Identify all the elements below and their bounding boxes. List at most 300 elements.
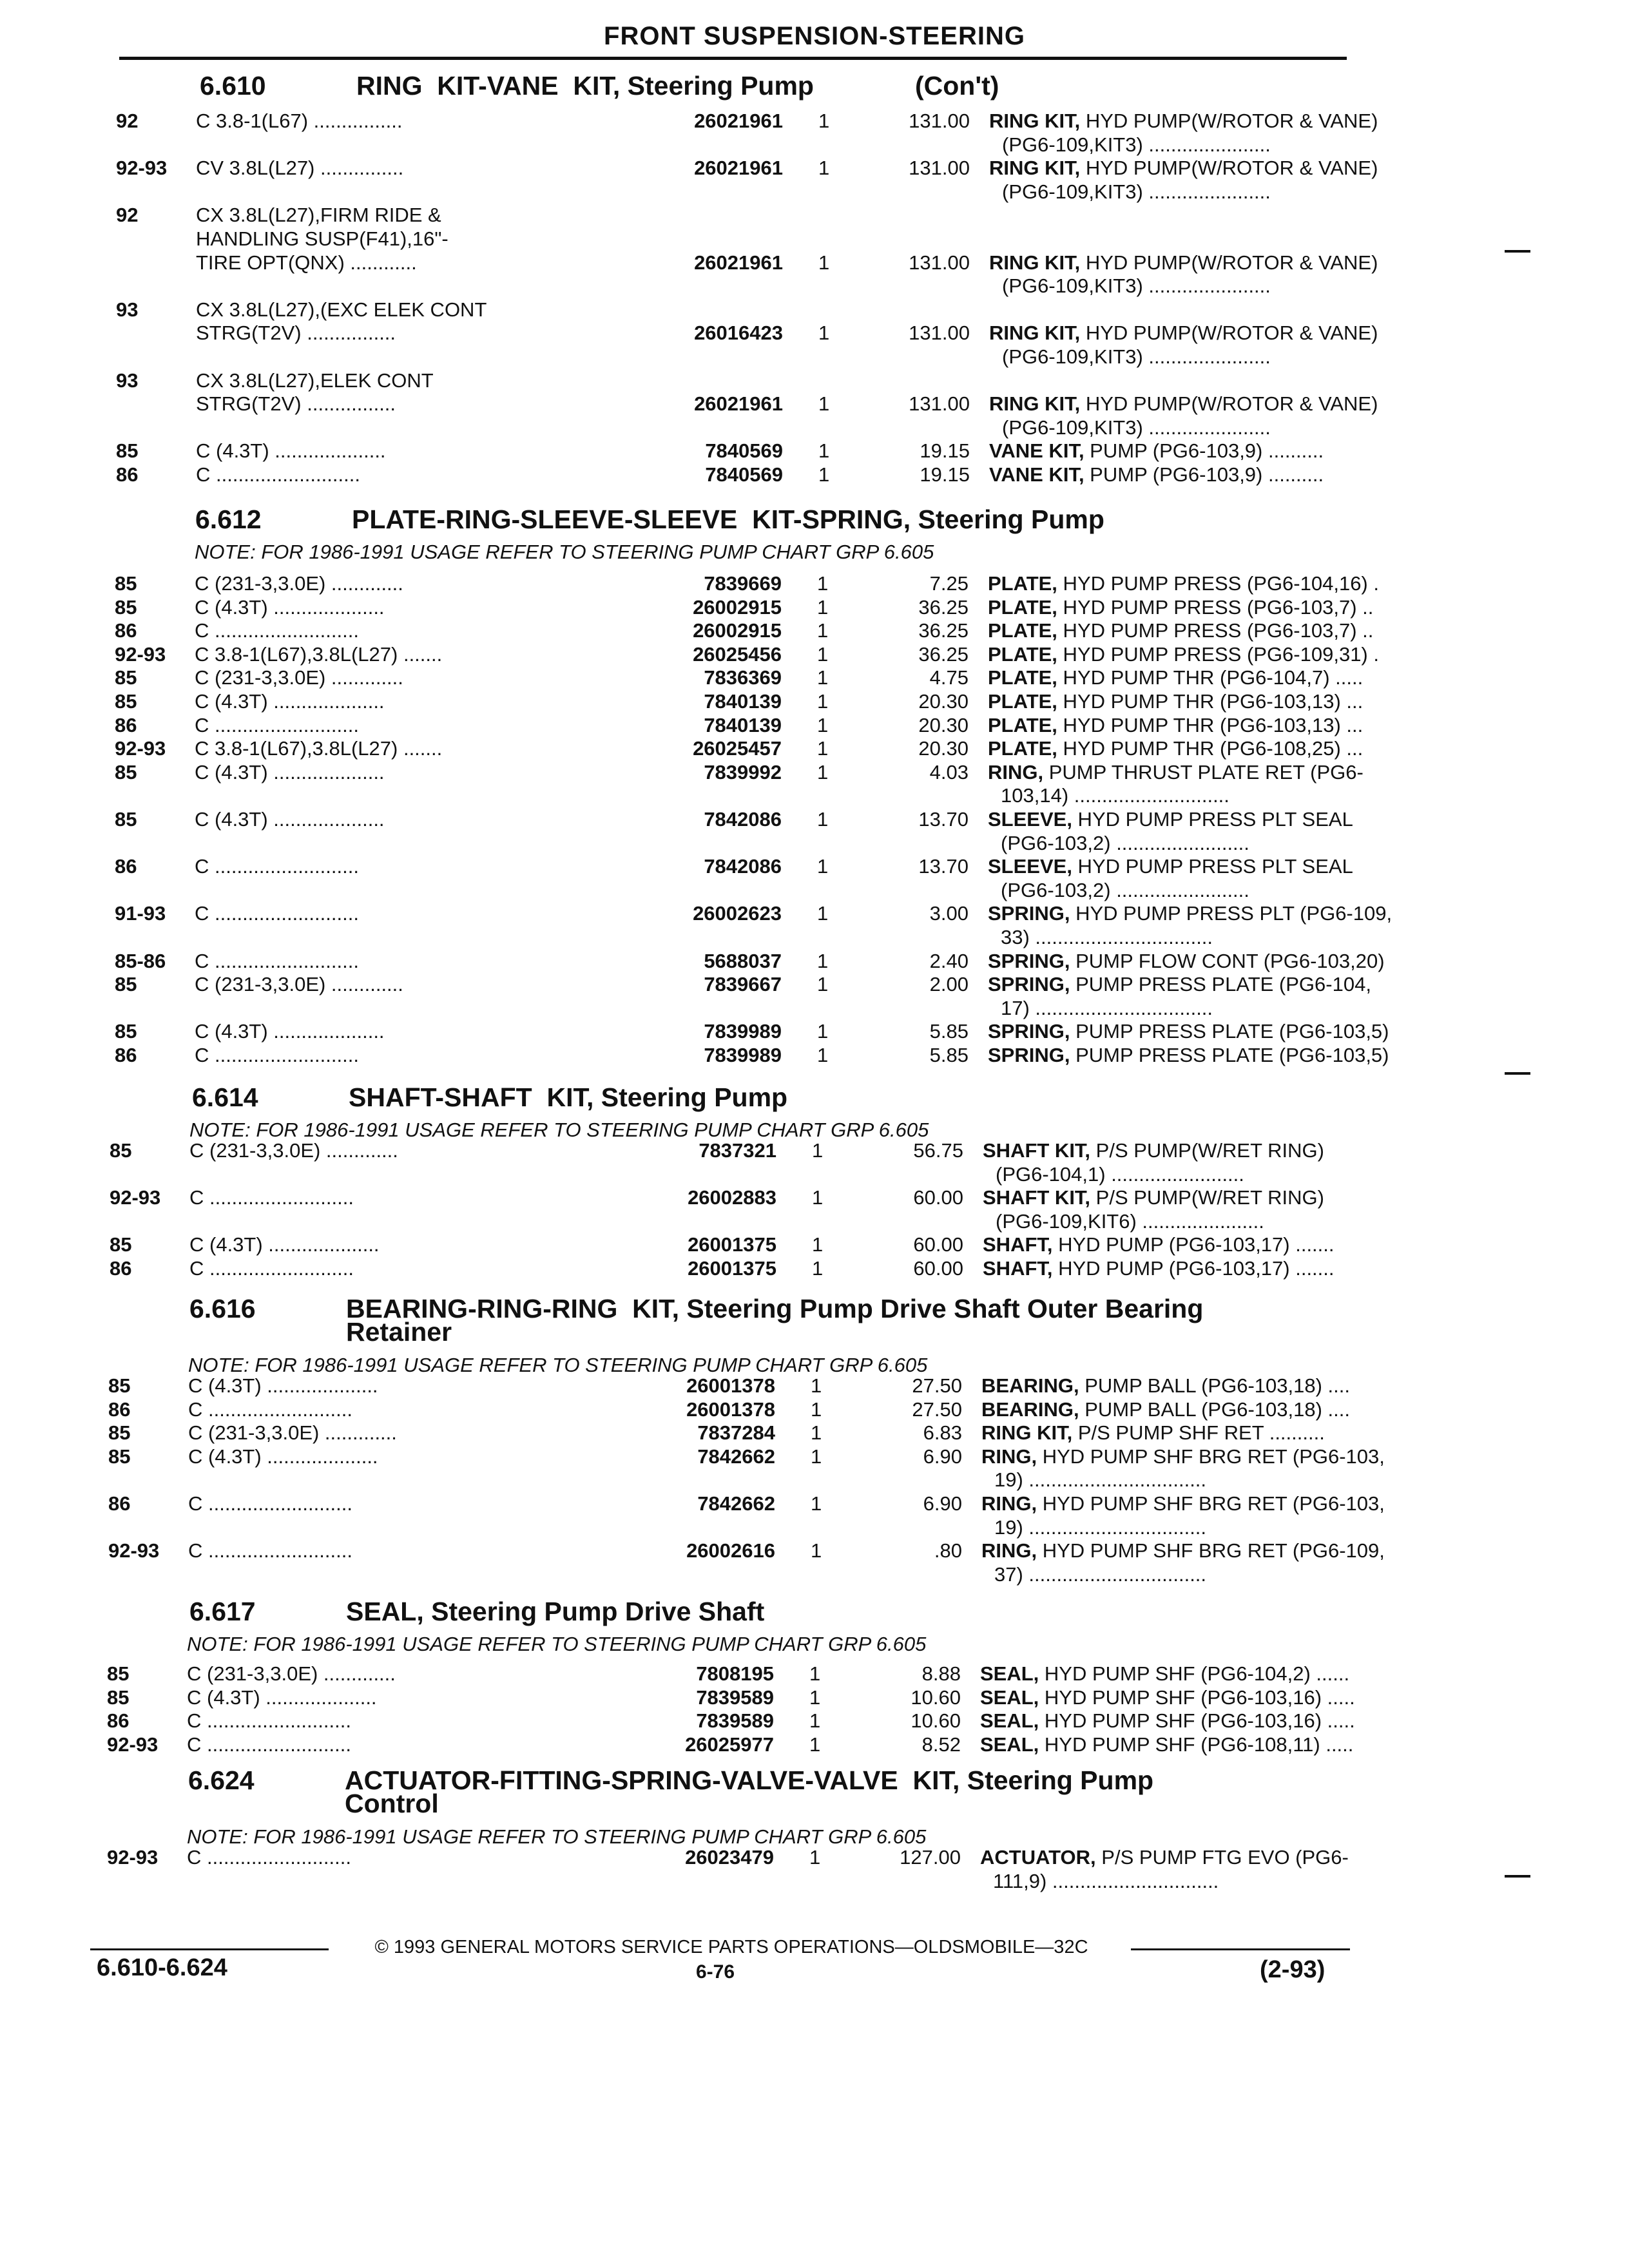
part-row [108,1374,1350,1398]
part-row [115,619,1374,642]
part-number: 7842662 [697,1445,775,1468]
part-name: SEAL, [980,1662,1039,1685]
price: 20.30 [918,690,969,713]
part-description-cont: (PG6-109,KIT3) ...................... [1002,416,1271,439]
application: C (4.3T) .................... [188,1445,378,1468]
part-number: 26025456 [693,642,782,666]
part-number: 7836369 [704,666,782,689]
part-number: 7840569 [705,463,783,486]
part-row [107,1846,1349,1892]
quantity: 1 [809,1686,821,1709]
price: 5.85 [929,1044,969,1066]
part-row [116,204,1378,298]
price: 36.25 [918,595,969,619]
application: C (4.3T) .................... [195,1020,385,1043]
quantity: 1 [817,642,829,666]
part-description [988,808,1353,831]
quantity: 1 [812,1233,824,1256]
section-number: 6.624 [188,1765,255,1795]
section-title-cont: Control [345,1789,439,1818]
part-description [983,1186,1324,1209]
part-number: 26021961 [694,110,783,132]
section-number: 6.610 [200,71,266,101]
quantity: 1 [818,251,830,274]
part-name: RING, [981,1445,1037,1468]
application: C .......................... [195,855,359,878]
part-description [988,1020,1389,1043]
part-name: SHAFT, [983,1233,1053,1256]
quantity: 1 [811,1398,822,1421]
part-description [988,666,1363,689]
quantity: 1 [809,1662,821,1685]
application: C (4.3T) .................... [195,808,385,831]
margin-mark [1505,250,1530,253]
application: C (4.3T) .................... [196,439,386,463]
part-number: 26025977 [685,1733,774,1756]
application-cont: STRG(T2V) ................ [196,322,396,345]
part-detail: HYD PUMP THR (PG6-103,13) ... [1057,713,1364,736]
part-description [980,1686,1355,1709]
application: C .......................... [187,1846,351,1869]
price: 36.25 [918,619,969,642]
application: C (4.3T) .................... [195,690,385,713]
part-detail: HYD PUMP PRESS (PG6-109,31) . [1057,642,1379,666]
price: 36.25 [918,642,969,666]
part-detail: PUMP (PG6-103,9) .......... [1084,463,1324,486]
part-number: 7840569 [705,439,783,463]
part-name: PLATE, [988,642,1057,666]
part-name: SEAL, [980,1686,1039,1709]
model-year: 85 [110,1233,132,1256]
part-detail: HYD PUMP PRESS (PG6-103,7) .. [1057,595,1374,619]
model-year: 85 [115,973,137,996]
application: C 3.8-1(L67),3.8L(L27) ....... [195,737,443,760]
application: C .......................... [188,1539,352,1562]
page-number: 6-76 [696,1961,735,1983]
part-detail: HYD PUMP PRESS PLT SEAL [1072,808,1353,831]
part-name: PLATE, [988,713,1057,736]
part-name: RING KIT, [989,251,1081,274]
quantity: 1 [817,690,829,713]
part-description [981,1539,1385,1562]
section-heading [188,1767,1353,1825]
part-description-cont: (PG6-109,KIT3) ...................... [1002,345,1271,368]
part-row [115,666,1364,689]
part-number: 26002915 [693,619,782,642]
price: 60.00 [913,1186,963,1209]
part-detail: HYD PUMP SHF (PG6-103,16) ..... [1039,1686,1355,1709]
model-year: 92 [116,110,139,132]
part-description [989,463,1324,486]
part-name: PLATE, [988,595,1057,619]
section-number: 6.614 [192,1082,258,1112]
part-number: 7840139 [704,713,782,736]
part-name: VANE KIT, [989,439,1084,463]
part-description [981,1398,1350,1421]
application: C .......................... [195,949,359,972]
part-detail: P/S PUMP(W/RET RING) [1090,1139,1324,1162]
application: C (231-3,3.0E) ............. [187,1662,396,1685]
price: 131.00 [909,392,970,416]
part-number: 26025457 [693,737,782,760]
price: 20.30 [918,737,969,760]
part-name: BEARING, [981,1398,1079,1421]
part-number: 26023479 [685,1846,774,1869]
part-detail: HYD PUMP PRESS PLT (PG6-109, [1070,902,1393,925]
part-name: PLATE, [988,666,1057,689]
model-year: 86 [110,1257,132,1280]
price: 7.25 [929,572,969,595]
part-detail: HYD PUMP PRESS (PG6-103,7) .. [1057,619,1374,642]
part-description [981,1421,1325,1445]
part-name: SPRING, [988,902,1070,925]
part-description [981,1445,1385,1468]
part-name: SHAFT KIT, [983,1139,1091,1162]
application: C 3.8-1(L67) ................ [196,110,403,132]
model-year: 86 [108,1492,131,1515]
part-number: 26021961 [694,392,783,416]
footer-rule-right [1131,1948,1350,1950]
part-name: RING KIT, [981,1421,1073,1445]
part-name: SPRING, [988,1044,1070,1066]
price: 27.50 [912,1398,962,1421]
price: 10.60 [911,1709,961,1733]
quantity: 1 [817,737,829,760]
model-year: 85 [108,1421,131,1445]
part-description [988,761,1364,784]
model-year: 85 [115,666,137,689]
part-description [988,572,1379,595]
part-name: RING KIT, [989,392,1081,416]
part-name: PLATE, [988,572,1057,595]
part-name: SHAFT, [983,1257,1053,1280]
price: 131.00 [909,157,970,180]
part-row [115,595,1374,619]
section-title: RING KIT-VANE KIT, Steering Pump [356,71,814,101]
model-year: 85 [108,1445,131,1468]
part-name: PLATE, [988,737,1057,760]
part-name: VANE KIT, [989,463,1084,486]
model-year: 86 [116,463,139,486]
model-year: 85-86 [115,949,166,972]
quantity: 1 [809,1733,821,1756]
part-description-cont: (PG6-104,1) ........................ [996,1162,1244,1186]
application: C .......................... [195,713,359,736]
part-detail: HYD PUMP SHF (PG6-103,16) ..... [1039,1709,1355,1733]
part-row [110,1257,1347,1280]
part-detail: PUMP (PG6-103,9) .......... [1084,439,1324,463]
part-description [988,690,1363,713]
price: 3.00 [929,902,969,925]
model-year: 85 [115,1020,137,1043]
price: 8.88 [921,1662,961,1685]
part-description [988,855,1353,878]
part-name: SHAFT KIT, [983,1186,1091,1209]
application: C (4.3T) .................... [187,1686,377,1709]
model-year: 92-93 [115,642,166,666]
part-name: SPRING, [988,1020,1070,1043]
part-row [115,902,1393,948]
part-row [110,1233,1347,1256]
application: C .......................... [189,1257,354,1280]
part-description [989,439,1324,463]
part-description [989,110,1378,133]
part-number: 26002915 [693,595,782,619]
part-description [983,1233,1335,1256]
application: C .......................... [196,463,360,486]
part-number: 26002623 [693,902,782,925]
part-name: SPRING, [988,973,1070,996]
section-title: ACTUATOR-FITTING-SPRING-VALVE-VALVE KIT, Steering Pump [345,1765,1154,1795]
quantity: 1 [809,1709,821,1733]
part-detail: PUMP BALL (PG6-103,18) .... [1079,1374,1350,1397]
model-year: 92-93 [110,1186,161,1209]
part-number: 7842086 [704,855,782,878]
part-number: 7839589 [696,1709,774,1733]
price: 19.15 [920,463,970,486]
part-description [989,251,1378,274]
part-description [988,643,1379,666]
part-number: 7839989 [704,1044,782,1066]
quantity: 1 [818,110,830,132]
quantity: 1 [817,619,829,642]
part-detail: P/S PUMP SHF RET .......... [1072,1421,1325,1445]
application: C (231-3,3.0E) ............. [188,1421,397,1445]
quantity: 1 [818,322,830,345]
header-rule [119,57,1347,60]
part-row [107,1733,1354,1756]
part-description [989,392,1378,416]
part-detail: HYD PUMP SHF BRG RET (PG6-103, [1037,1492,1385,1515]
part-detail: HYD PUMP(W/ROTOR & VANE) [1080,322,1378,345]
model-year: 85 [115,760,137,783]
model-year: 92-93 [115,737,166,760]
application: C (4.3T) .................... [195,595,385,619]
application: CX 3.8L(L27),ELEK CONT [196,369,434,392]
application-cont: STRG(T2V) ................ [196,392,396,416]
price: 8.52 [921,1733,961,1756]
revision-date: (2-93) [1260,1956,1325,1983]
footer-rule-left [90,1948,329,1950]
quantity: 1 [817,572,829,595]
part-row [116,463,1347,486]
quantity: 1 [817,1020,829,1043]
part-number: 26001378 [686,1398,775,1421]
quantity: 1 [817,902,829,925]
part-row [115,642,1379,666]
part-description [988,737,1363,760]
usage-note: NOTE: FOR 1986-1991 USAGE REFER TO STEERING PUMP CHART GRP 6.605 [195,541,934,563]
price: 56.75 [913,1139,963,1162]
quantity: 1 [811,1445,822,1468]
part-detail: HYD PUMP SHF BRG RET (PG6-109, [1037,1539,1385,1562]
part-detail: HYD PUMP THR (PG6-104,7) ..... [1057,666,1364,689]
application: C .......................... [187,1709,351,1733]
price: 13.70 [918,855,969,878]
part-row [116,110,1378,156]
quantity: 1 [818,463,830,486]
part-number: 7840139 [704,690,782,713]
part-detail: HYD PUMP THR (PG6-103,13) ... [1057,690,1364,713]
quantity: 1 [812,1139,824,1162]
part-description [980,1846,1349,1869]
part-row [108,1421,1347,1445]
application: C .......................... [189,1186,354,1209]
section-continued: (Con't) [915,71,999,101]
copyright-line: © 1993 GENERAL MOTORS SERVICE PARTS OPERATIONS—OLDSMOBILE—32C [374,1937,1088,1957]
price: .80 [934,1539,962,1562]
price: 6.90 [923,1445,962,1468]
part-row [115,1020,1389,1043]
price: 5.85 [929,1020,969,1043]
part-detail: PUMP THRUST PLATE RET (PG6- [1043,760,1364,783]
model-year: 85 [115,572,137,595]
part-description [983,1139,1324,1162]
price: 4.03 [929,760,969,783]
usage-note: NOTE: FOR 1986-1991 USAGE REFER TO STEERING PUMP CHART GRP 6.605 [188,1354,928,1376]
section-title: BEARING-RING-RING KIT, Steering Pump Drive Shaft Outer Bearing [346,1294,1204,1323]
part-detail: HYD PUMP PRESS PLT SEAL [1072,855,1353,878]
part-detail: P/S PUMP FTG EVO (PG6- [1095,1846,1349,1869]
part-description [981,1492,1385,1515]
model-year: 85 [107,1662,130,1685]
application: C (4.3T) .................... [188,1374,378,1397]
quantity: 1 [811,1492,822,1515]
part-number: 7837321 [699,1139,776,1162]
model-year: 92 [116,204,139,227]
part-description-cont: 111,9) .............................. [993,1869,1219,1892]
application-cont: HANDLING SUSP(F41),16"- TIRE OPT(QNX) ............ [196,227,448,274]
quantity: 1 [811,1421,822,1445]
part-description-cont: 19) ................................ [994,1515,1207,1539]
part-number: 26021961 [694,157,783,180]
part-row [110,1186,1347,1233]
usage-note: NOTE: FOR 1986-1991 USAGE REFER TO STEERING PUMP CHART GRP 6.605 [189,1119,929,1141]
section-heading [189,1295,1353,1353]
part-detail: HYD PUMP SHF (PG6-108,11) ..... [1039,1733,1354,1756]
section-number: 6.612 [195,505,262,534]
quantity: 1 [818,157,830,180]
quantity: 1 [811,1539,822,1562]
price: 13.70 [918,808,969,831]
part-row [116,369,1378,439]
part-name: PLATE, [988,690,1057,713]
model-year: 93 [116,369,139,392]
application: C .......................... [195,902,359,925]
part-detail: PUMP FLOW CONT (PG6-103,20) [1070,949,1385,972]
quantity: 1 [818,439,830,463]
part-row [115,690,1364,713]
application: C .......................... [195,619,359,642]
group-range: 6.610-6.624 [97,1954,227,1981]
part-row [115,808,1353,854]
part-row [115,572,1379,595]
application: C (231-3,3.0E) ............. [189,1139,398,1162]
part-row [107,1709,1355,1733]
part-name: SPRING, [988,949,1070,972]
part-description-cont: (PG6-109,KIT3) ...................... [1002,180,1271,203]
application: C .......................... [195,1044,359,1066]
price: 4.75 [929,666,969,689]
application: C (4.3T) .................... [195,760,385,783]
price: 127.00 [900,1846,961,1869]
part-description [988,902,1392,925]
model-year: 92-93 [107,1846,159,1869]
section-title: PLATE-RING-SLEEVE-SLEEVE KIT-SPRING, Steering Pump [352,505,1104,534]
model-year: 86 [115,855,137,878]
part-row [116,157,1378,203]
section-number: 6.616 [189,1294,256,1323]
application: CX 3.8L(L27),(EXC ELEK CONT [196,298,487,321]
part-name: RING KIT, [989,322,1081,345]
part-row [116,298,1378,368]
application: C (4.3T) .................... [189,1233,380,1256]
section-number: 6.617 [189,1597,256,1626]
quantity: 1 [817,855,829,878]
part-row [115,1044,1389,1067]
part-row [107,1686,1355,1709]
part-name: BEARING, [981,1374,1079,1397]
part-row [107,1662,1350,1686]
part-number: 7839989 [704,1020,782,1043]
part-detail: HYD PUMP THR (PG6-108,25) ... [1057,737,1364,760]
model-year: 86 [115,619,137,642]
part-description [988,714,1363,737]
part-name: SLEEVE, [988,808,1072,831]
part-detail: HYD PUMP (PG6-103,17) ....... [1052,1257,1335,1280]
application: CX 3.8L(L27),FIRM RIDE & [196,204,441,227]
price: 6.83 [923,1421,962,1445]
model-year: 92-93 [108,1539,160,1562]
part-number: 26002883 [688,1186,776,1209]
part-description [980,1709,1355,1733]
part-detail: PUMP BALL (PG6-103,18) .... [1079,1398,1350,1421]
model-year: 91-93 [115,902,166,925]
part-description-cont: 19) ................................ [994,1468,1207,1492]
part-number: 26016423 [694,322,783,345]
part-description [988,596,1373,619]
part-description [981,1374,1350,1398]
part-name: SEAL, [980,1709,1039,1733]
section-title: SHAFT-SHAFT KIT, Steering Pump [349,1082,788,1112]
part-detail: PUMP PRESS PLATE (PG6-104, [1070,973,1371,996]
part-description-cont: 37) ................................ [994,1562,1207,1586]
quantity: 1 [809,1846,821,1869]
part-description-cont: (PG6-109,KIT3) ...................... [1002,274,1271,298]
part-description [988,619,1373,642]
price: 6.90 [923,1492,962,1515]
application: C (231-3,3.0E) ............. [195,666,403,689]
part-description-cont: 103,14) ............................ [1001,784,1229,807]
application: C (231-3,3.0E) ............. [195,973,403,996]
part-number: 7842086 [704,808,782,831]
margin-mark [1505,1072,1530,1075]
application: C .......................... [188,1492,352,1515]
part-number: 26002616 [686,1539,775,1562]
part-row [115,737,1364,760]
application: C .......................... [187,1733,351,1756]
part-number: 7842662 [697,1492,775,1515]
model-year: 85 [107,1686,130,1709]
margin-mark [1505,1875,1530,1878]
part-row [115,949,1385,973]
part-row [108,1539,1385,1586]
model-year: 92-93 [116,157,168,180]
part-description [980,1733,1353,1756]
part-name: RING, [981,1492,1037,1515]
part-row [108,1492,1385,1539]
part-detail: HYD PUMP(W/ROTOR & VANE) [1080,110,1378,132]
